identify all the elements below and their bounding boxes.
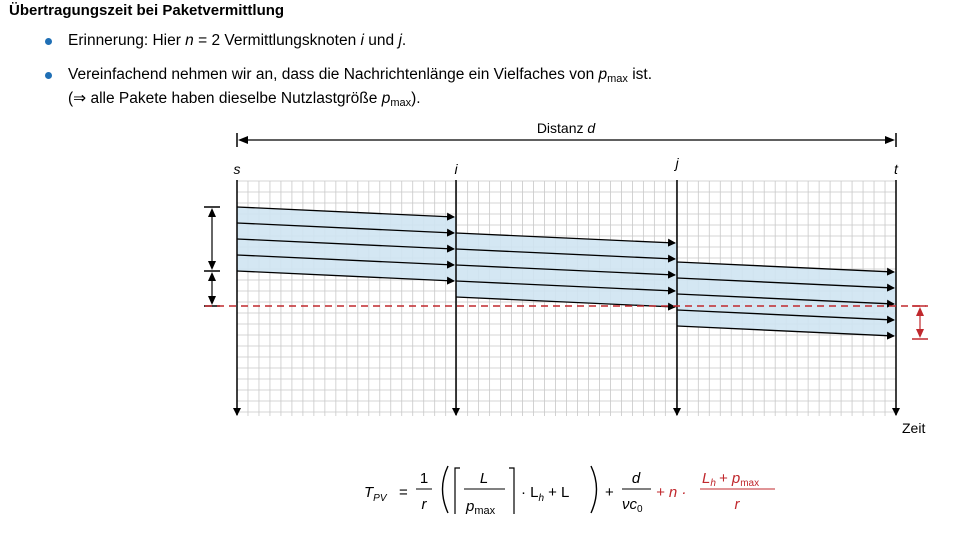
bullet-text: Vereinfachend nehmen wir an, dass die Nachrichtenlänge ein Vielfaches von [68,66,599,83]
var-p: p [381,90,391,107]
bullet-text: (⇒ alle Pakete haben dieselbe Nutzlastgröße [68,90,382,107]
frac1-den: r [421,496,427,513]
var-p: p [598,66,608,83]
page-title: Übertragungszeit bei Paketvermittlung [9,2,285,19]
bullet-text: . [401,32,407,49]
bullet-text: Erinnerung: Hier [68,32,186,49]
bullet-text: = 2 Vermittlungsknoten [193,32,361,49]
transmission-time-marker [204,207,220,271]
formula-equals: = [399,484,408,501]
node-label-j: j [675,155,679,171]
time-axis-label: Zeit [902,420,926,436]
frac3-den: r [734,496,740,513]
frac-L-den: $p_{max}$ [466,498,496,517]
header-time-marker [204,272,220,306]
node-label-s: s [233,161,241,177]
formula-lhs: $T_{PV}$ [364,484,387,504]
node-label-i: i [454,161,458,177]
ceil-right [509,468,514,514]
times-Lh: · $L_h + L$ [521,484,570,504]
extra-delay-marker [912,306,928,339]
subscript-max: max [607,73,628,85]
frac-L-num: L [479,470,489,487]
var-n: n [185,32,194,49]
red-n-term: + n · [656,484,687,501]
ceil-left [455,468,460,514]
var-i: i [360,32,364,49]
distance-label: Distanz d [536,120,596,136]
bullet-text: ). [411,90,421,107]
var-j: j [398,32,402,49]
frac1-num: 1 [419,470,429,487]
paren-open-outer [443,466,449,513]
node-label-t: t [894,161,898,177]
frac2-den: $\nu c_0$ [622,496,643,515]
formula [364,466,775,517]
paren-close-outer [591,466,597,513]
bullet-text: und [363,32,399,49]
bullet-text: ist. [627,66,653,83]
subscript-max: max [390,97,412,109]
frac2-num: d [631,470,641,487]
frac3-num: $L_h + p_{max}$ [702,470,760,489]
plus-sign: + [605,484,614,501]
